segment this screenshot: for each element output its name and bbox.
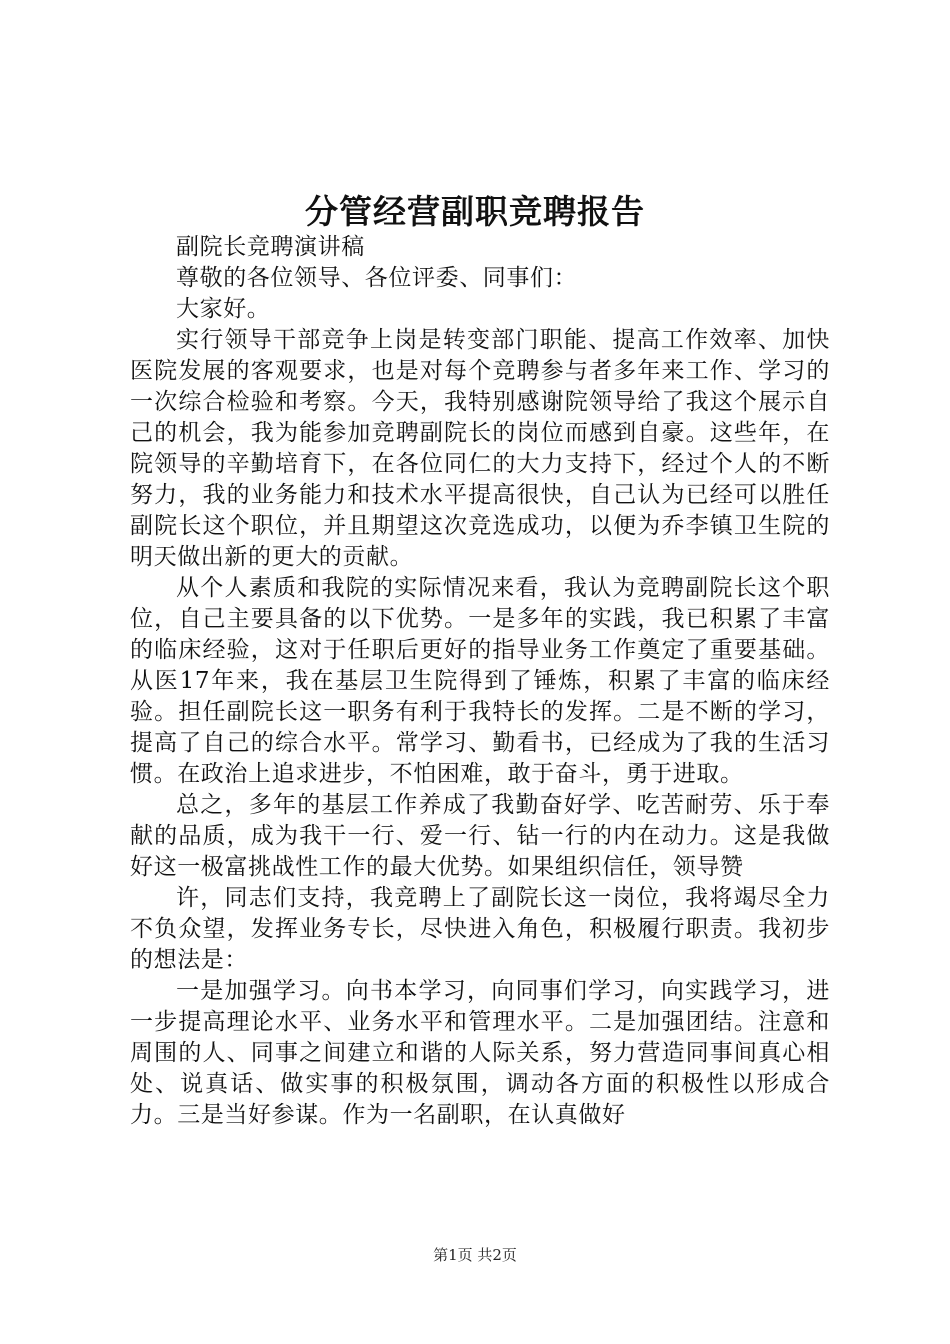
paragraph-body: 一是加强学习。向书本学习，向同事们学习，向实践学习，进一步提高理论水平、业务水平和管理水平。二是加强团结。注意和周围的人、同事之间建立和谐的人际关系，努力营造同事间真心相处、说真话、做实事的积极氛围，调动各方面的积极性以形成合力。三是当好参谋。作为一名副职，在认真做好	[130, 978, 830, 1128]
paragraph-body: 实行领导干部竞争上岗是转变部门职能、提高工作效率、加快医院发展的客观要求，也是对每个竞聘参与者多年来工作、学习的一次综合检验和考察。今天，我特别感谢院领导给了我这个展示自己的机会，我为能参加竞聘副院长的岗位而感到自豪。这些年，在院领导的辛勤培育下，在各位同仁的大力支持下，经过个人的不断努力，我的业务能力和技术水平提高很快，自己认为已经可以胜任副院长这个职位，并且期望这次竞选成功，以便为乔李镇卫生院的明天做出新的更大的贡献。	[130, 327, 830, 570]
paragraph-body: 总之，多年的基层工作养成了我勤奋好学、吃苦耐劳、乐于奉献的品质，成为我干一行、爱一行、钻一行的内在动力。这是我做好这一极富挑战性工作的最大优势。如果组织信任，领导赞	[130, 792, 830, 880]
page-number-footer: 第1页 共2页	[433, 1246, 517, 1264]
paragraph-greeting: 大家好。	[176, 296, 271, 322]
paragraph-salutation: 尊敬的各位领导、各位评委、同事们：	[176, 265, 578, 291]
paragraph-subtitle: 副院长竞聘演讲稿	[176, 234, 365, 260]
paragraph-body: 从个人素质和我院的实际情况来看，我认为竞聘副院长这个职位，自己主要具备的以下优势。一是多年的实践，我已积累了丰富的临床经验，这对于任职后更好的指导业务工作奠定了重要基础。从医17年来，我在基层卫生院得到了锤炼，积累了丰富的临床经验。担任副院长这一职务有利于我特长的发挥。二是不断的学习，提高了自己的综合水平。常学习、勤看书，已经成为了我的生活习惯。在政治上追求进步，不怕困难，敢于奋斗，勇于进取。	[130, 575, 830, 787]
page-title: 分管经营副职竞聘报告	[305, 192, 645, 231]
document-body	[130, 232, 830, 1131]
paragraph-body: 许，同志们支持，我竞聘上了副院长这一岗位，我将竭尽全力不负众望，发挥业务专长，尽快进入角色，积极履行职责。我初步的想法是：	[130, 885, 830, 973]
